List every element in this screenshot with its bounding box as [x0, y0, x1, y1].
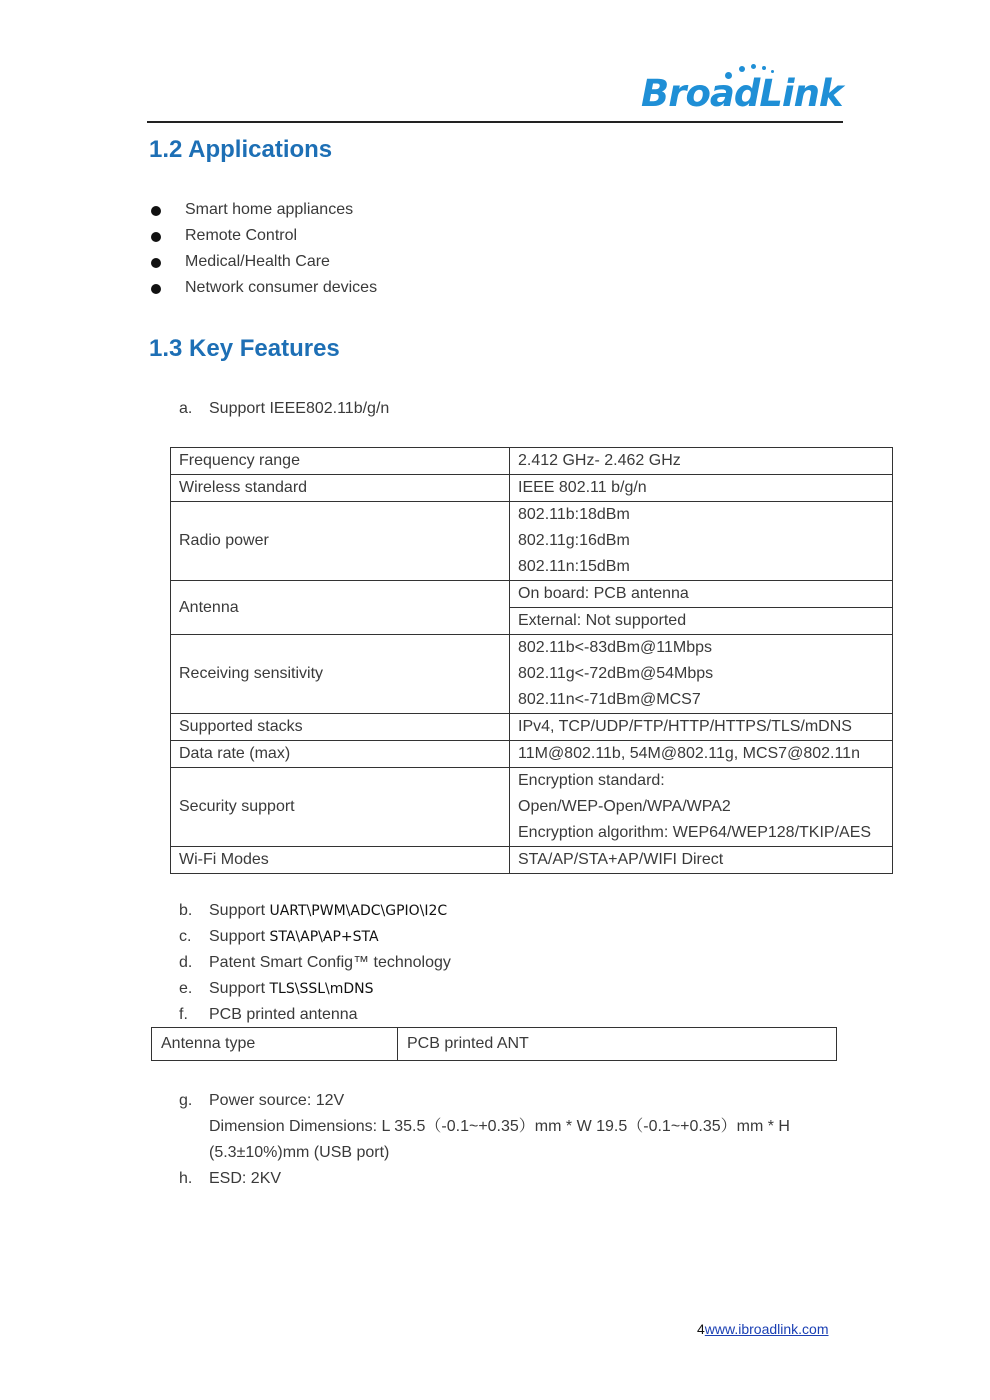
spec-name: Frequency range	[171, 448, 510, 475]
feature-c: c. Support STA\AP\AP+STA	[179, 928, 379, 945]
table-row	[171, 475, 893, 502]
feature-g: g. Power source: 12V	[179, 1092, 345, 1109]
feature-d: d. Patent Smart Config™ technology	[179, 954, 451, 971]
list-item: Medical/Health Care	[150, 250, 377, 276]
spec-name: Supported stacks	[171, 714, 510, 741]
section-heading-key-features: 1.3 Key Features	[149, 335, 340, 362]
antenna-type-name: Antenna type	[152, 1028, 398, 1061]
table-row	[171, 768, 893, 847]
section-heading-applications: 1.2 Applications	[149, 136, 333, 163]
antenna-type-value: PCB printed ANT	[398, 1028, 837, 1061]
spec-name: Wi-Fi Modes	[171, 847, 510, 874]
feature-e: e. Support TLS\SSL\mDNS	[179, 980, 374, 997]
spec-value: IPv4, TCP/UDP/FTP/HTTP/HTTPS/TLS/mDNS	[510, 714, 893, 741]
list-item: Remote Control	[150, 224, 377, 250]
spec-value: On board: PCB antenna External: Not supported	[510, 581, 893, 635]
feature-b: b. Support UART\PWM\ADC\GPIO\I2C	[179, 902, 448, 919]
dimension-line-1: Dimension Dimensions: L 35.5（-0.1~+0.35）mm * W 19.5（-0.1~+0.35）mm * H	[209, 1118, 790, 1135]
page-number: 4	[697, 1321, 705, 1337]
spec-name: Radio power	[171, 502, 510, 581]
list-item: Network consumer devices	[150, 276, 377, 302]
header-divider	[147, 121, 843, 123]
table-row	[171, 714, 893, 741]
table-row	[171, 847, 893, 874]
bullet-icon	[151, 258, 161, 268]
spec-name: Security support	[171, 768, 510, 847]
list-item: Smart home appliances	[150, 198, 377, 224]
table-row	[171, 448, 893, 475]
spec-value: STA/AP/STA+AP/WIFI Direct	[510, 847, 893, 874]
feature-f: f. PCB printed antenna	[179, 1006, 358, 1023]
spec-name: Wireless standard	[171, 475, 510, 502]
table-row	[171, 741, 893, 768]
table-row	[171, 635, 893, 714]
bullet-icon	[151, 284, 161, 294]
table-row	[171, 581, 893, 635]
bullet-icon	[151, 206, 161, 216]
feature-h: h. ESD: 2KV	[179, 1170, 282, 1187]
logo-text: BroadLink	[641, 72, 843, 115]
spec-name: Antenna	[171, 581, 510, 635]
antenna-table	[151, 1027, 837, 1061]
dimension-line-2: (5.3±10%)mm (USB port)	[209, 1144, 390, 1161]
feature-a: a. Support IEEE802.11b/g/n	[179, 400, 390, 417]
logo-dot	[762, 66, 766, 70]
bullet-icon	[151, 232, 161, 242]
website-link[interactable]: www.ibroadlink.com	[704, 1321, 829, 1337]
broadlink-logo	[641, 60, 841, 120]
table-row	[171, 502, 893, 581]
footer	[697, 1321, 829, 1337]
spec-value: 2.412 GHz- 2.462 GHz	[510, 448, 893, 475]
logo-dot	[751, 64, 756, 69]
spec-value: 802.11b<-83dBm@11Mbps 802.11g<-72dBm@54Mbps 802.11n<-71dBm@MCS7	[510, 635, 893, 714]
spec-name: Data rate (max)	[171, 741, 510, 768]
table-row	[152, 1028, 837, 1061]
spec-name: Receiving sensitivity	[171, 635, 510, 714]
applications-list	[150, 198, 377, 302]
spec-table	[170, 447, 893, 874]
spec-value: Encryption standard: Open/WEP-Open/WPA/WPA2 Encryption algorithm: WEP64/WEP128/TKIP/AES	[510, 768, 893, 847]
spec-value: 802.11b:18dBm 802.11g:16dBm 802.11n:15dBm	[510, 502, 893, 581]
spec-value: IEEE 802.11 b/g/n	[510, 475, 893, 502]
spec-value: 11M@802.11b, 54M@802.11g, MCS7@802.11n	[510, 741, 893, 768]
